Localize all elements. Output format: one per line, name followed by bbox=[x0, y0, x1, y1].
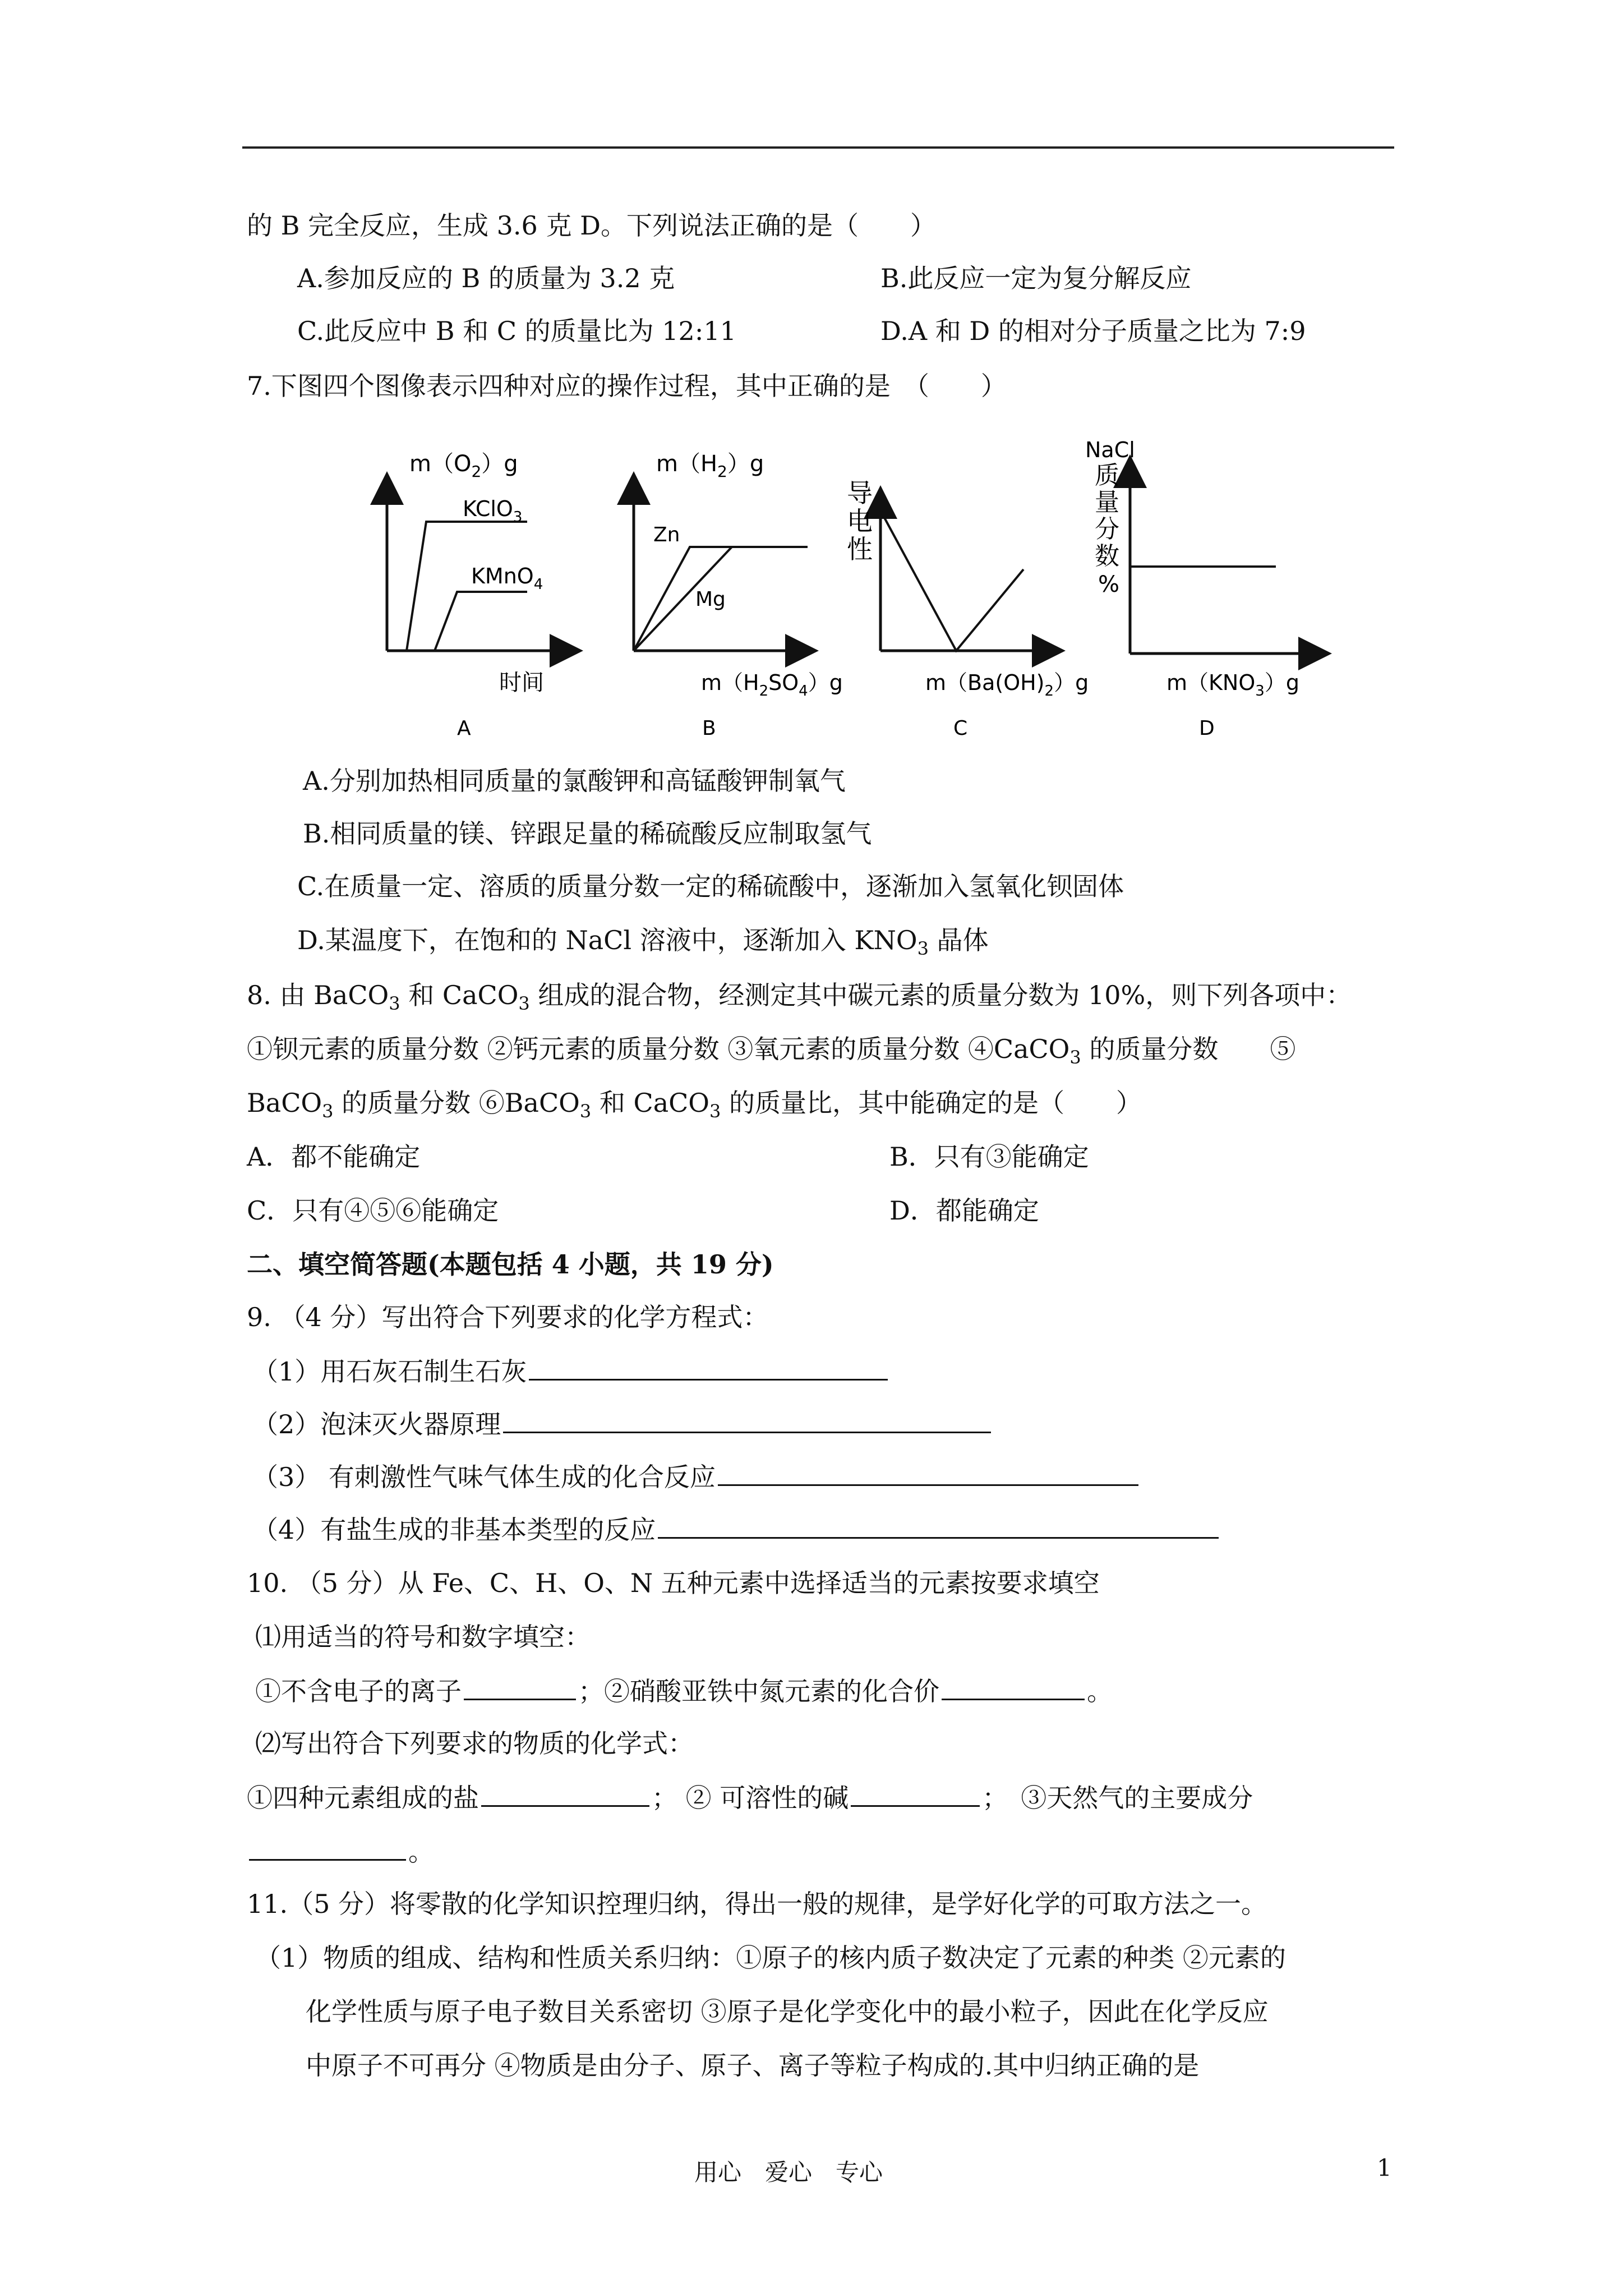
graph-d bbox=[1085, 438, 1326, 740]
graph-d-ylabel-2: 量 bbox=[1095, 488, 1119, 517]
q9-stem: 9. （4 分）写出符合下列要求的化学方程式： bbox=[247, 1302, 769, 1332]
q8-line-1: 8. 由 BaCO$_3$ 和 CaCO$_3$ 组成的混合物，经测定其中碳元素的质量分数为 10%，则下列各项中： bbox=[247, 980, 1352, 1014]
header-rule bbox=[242, 146, 1394, 149]
graph-b-series2: Mg bbox=[695, 588, 726, 611]
q9-item-1-blank[interactable] bbox=[529, 1353, 888, 1381]
q9-item-2-blank[interactable] bbox=[503, 1406, 991, 1433]
q10-gas-blank[interactable] bbox=[249, 1833, 406, 1861]
graph-c-ylabel-3: 性 bbox=[847, 534, 873, 564]
graph-c-xlabel: $m(Ba(OH)_2)g$ bbox=[925, 670, 1089, 700]
q11-line-2: 化学性质与原子电子数目关系密切 ③原子是化学变化中的最小粒子，因此在化学反应 bbox=[306, 1996, 1269, 2027]
graph-d-ylabel-1: 质 bbox=[1095, 461, 1119, 490]
graph-c-letter: C bbox=[953, 717, 968, 740]
q8-option-c: C．只有④⑤⑥能确定 bbox=[247, 1195, 499, 1226]
q8-line-3: BaCO$_3$ 的质量分数 ⑥BaCO$_3$ 和 CaCO$_3$ 的质量比，其中能确定的是（ ） bbox=[247, 1088, 1142, 1122]
graph-a bbox=[387, 451, 578, 740]
graph-c-conductivity-line bbox=[880, 510, 1023, 651]
q10-base-blank[interactable] bbox=[851, 1779, 980, 1807]
graph-c bbox=[847, 478, 1089, 740]
graph-d-letter: D bbox=[1199, 717, 1215, 740]
graph-d-ylabel-5: % bbox=[1098, 572, 1120, 597]
q7-option-b: B.相同质量的镁、锌跟足量的稀硫酸反应制取氢气 bbox=[303, 818, 872, 849]
q10-part-2-items: ①四种元素组成的盐 ； ② 可溶性的碱 ； ③天然气的主要成分 bbox=[247, 1779, 1253, 1815]
graph-a-kmno4-line bbox=[435, 592, 527, 651]
section-2-heading: 二、填空简答题(本题包括 4 小题，共 19 分) bbox=[247, 1249, 774, 1280]
q9-item-3-blank[interactable] bbox=[718, 1458, 1138, 1486]
q8-line-2: ①钡元素的质量分数 ②钙元素的质量分数 ③氧元素的质量分数 ④CaCO$_3$ 的质量分数 ⑤ bbox=[247, 1034, 1296, 1068]
graph-d-ylabel-4: 数 bbox=[1095, 542, 1119, 570]
q10-valence-blank[interactable] bbox=[942, 1673, 1085, 1700]
q6-option-d: D.A 和 D 的相对分子质量之比为 7:9 bbox=[880, 316, 1306, 346]
graph-a-letter: A bbox=[457, 717, 471, 740]
q10-salt-blank[interactable] bbox=[481, 1779, 649, 1807]
graph-c-ylabel-1: 导 bbox=[847, 478, 873, 508]
q10-part-2-continued: 。 bbox=[247, 1833, 434, 1869]
graph-a-series2: KMnO$_4$ bbox=[471, 564, 543, 593]
q7-option-d: D.某温度下，在饱和的 NaCl 溶液中，逐渐加入 $KNO_3$ 晶体 bbox=[297, 925, 989, 959]
graph-d-xlabel: $m(KNO_3)g$ bbox=[1166, 670, 1299, 700]
q9-item-4: （4）有盐生成的非基本类型的反应 bbox=[252, 1511, 1221, 1547]
q8-option-a: A．都不能确定 bbox=[247, 1142, 421, 1172]
q10-stem: 10. （5 分）从 Fe、C、H、O、N 五种元素中选择适当的元素按要求填空 bbox=[247, 1568, 1100, 1598]
graph-a-ylabel: $m(O_2)g$ bbox=[409, 451, 518, 481]
q7-graphs bbox=[359, 438, 1346, 752]
q9-item-4-blank[interactable] bbox=[658, 1511, 1219, 1539]
q6-option-c: C.此反应中 B 和 C 的质量比为 12:11 bbox=[297, 316, 736, 346]
q8-option-b: B．只有③能确定 bbox=[889, 1142, 1089, 1172]
graph-d-ylabel-3: 分 bbox=[1095, 515, 1119, 544]
q10-part-1: ⑴用适当的符号和数字填空： bbox=[255, 1622, 591, 1652]
graph-a-series1: KClO$_3$ bbox=[463, 496, 523, 526]
q9-item-3: （3） 有刺激性气味气体生成的化合反应 bbox=[252, 1458, 1141, 1494]
graph-b-series1: Zn bbox=[653, 523, 680, 546]
graph-a-xlabel: 时间 bbox=[499, 670, 544, 696]
q6-option-b: B.此反应一定为复分解反应 bbox=[880, 263, 1192, 293]
q11-stem: 11.（5 分）将零散的化学知识控理归纳，得出一般的规律，是学好化学的可取方法之一。 bbox=[247, 1889, 1267, 1919]
q9-item-1: （1）用石灰石制生石灰 bbox=[252, 1353, 890, 1388]
q10-part-2: ⑵写出符合下列要求的物质的化学式： bbox=[255, 1728, 694, 1759]
q10-part-1-items: ①不含电子的离子 ；②硝酸亚铁中氮元素的化合价 。 bbox=[255, 1673, 1113, 1708]
graph-d-ylabel-top: NaCl bbox=[1085, 438, 1135, 462]
graph-b-ylabel: $m(H_2)g$ bbox=[656, 451, 764, 481]
q11-line-1: （1）物质的组成、结构和性质关系归纳：①原子的核内质子数决定了元素的种类 ②元素的 bbox=[255, 1943, 1286, 1973]
q6-option-a: A.参加反应的 B 的质量为 3.2 克 bbox=[297, 263, 675, 293]
q7-option-c: C.在质量一定、溶质的质量分数一定的稀硫酸中，逐渐加入氢氧化钡固体 bbox=[297, 871, 1124, 901]
q7-option-a: A.分别加热相同质量的氯酸钾和高锰酸钾制氧气 bbox=[303, 766, 846, 796]
q8-option-d: D．都能确定 bbox=[889, 1195, 1039, 1226]
graph-c-ylabel-2: 电 bbox=[847, 506, 873, 536]
q7-stem: 7.下图四个图像表示四种对应的操作过程，其中正确的是 （ ） bbox=[247, 371, 1007, 401]
page-number: 1 bbox=[1377, 2154, 1392, 2182]
footer-motto: 用心 爱心 专心 bbox=[694, 2159, 883, 2186]
q11-line-3: 中原子不可再分 ④物质是由分子、原子、离子等粒子构成的.其中归纳正确的是 bbox=[306, 2050, 1200, 2081]
graph-b-letter: B bbox=[702, 717, 716, 740]
graph-b-xlabel: $m(H_2SO_4)g$ bbox=[701, 670, 843, 700]
q10-ion-blank[interactable] bbox=[464, 1673, 576, 1700]
q9-item-2: （2）泡沫灭火器原理 bbox=[252, 1406, 993, 1441]
q6-tail: 的 B 完全反应，生成 3.6 克 D。下列说法正确的是（ ） bbox=[247, 210, 936, 241]
graph-b bbox=[634, 451, 843, 740]
